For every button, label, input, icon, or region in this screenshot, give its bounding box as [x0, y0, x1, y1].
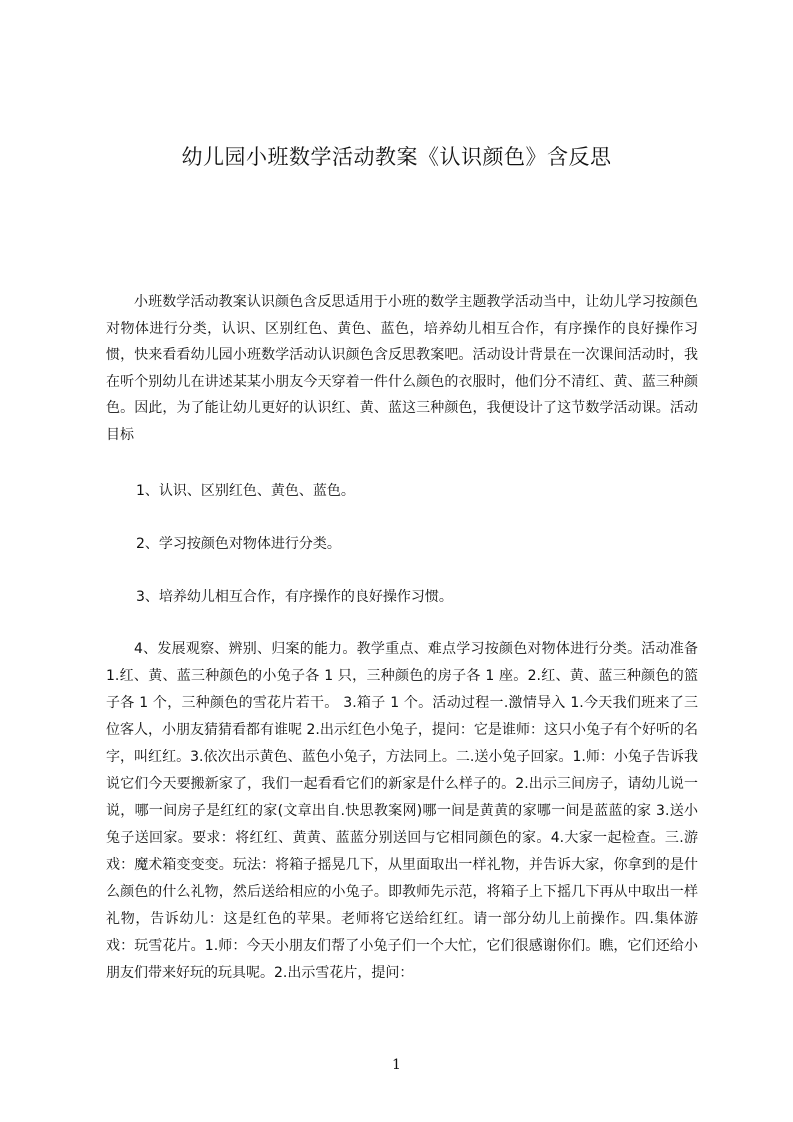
body-paragraph: 4、发展观察、辨别、归案的能力。教学重点、难点学习按颜色对物体进行分类。活动准备 1.红、黄、蓝三种颜色的小兔子各 1 只，三种颜色的房子各 1 座。2.红、黄、蓝三种颜色的篮子各 1 个，三种颜色的雪花片若干。 3.箱子 1 个。活动过程一.激情导入 1.今天我们班来了三位客人，小朋友猜猜看都有谁呢 2.出示红色小兔子，提问：它是谁师：这只小兔子有个好听的名字，叫红红。3.依次出示黄色、蓝色小兔子，方法同上。二.送小兔子回家。1.师：小兔子告诉我说它们今天要搬新家了，我们一起看看它们的新家是什么样子的。2.出示三间房子，请幼儿说一说，哪一间房子是红红的家(文章出自.快思教案网)哪一间是黄黄的家哪一间是蓝蓝的家 3.送小兔子送回家。要求：将红红、黄黄、蓝蓝分别送回与它相同颜色的家。4.大家一起检查。三.游戏：魔术箱变变变。玩法：将箱子摇晃几下，从里面取出一样礼物，并告诉大家，你拿到的是什么颜色的什么礼物，然后送给相应的小兔子。即教师先示范，将箱子上下摇几下再从中取出一样礼物，告诉幼儿：这是红色的苹果。老师将它送给红红。请一部分幼儿上前操作。四.集体游戏：玩雪花片。1.师：今天小朋友们帮了小兔子们一个大忙，它们很感谢你们。瞧，它们还给小朋友们带来好玩的玩具呢。2.出示雪花片，提问：	[106, 641, 698, 981]
intro-paragraph: 小班数学活动教案认识颜色含反思适用于小班的数学主题教学活动当中，让幼儿学习按颜色对物体进行分类，认识、区别红色、黄色、蓝色，培养幼儿相互合作，有序操作的良好操作习惯，快来看看幼儿园小班数学活动认识颜色含反思教案吧。活动设计背景在一次课间活动时，我在听个别幼儿在讲述某某小朋友今天穿着一件什么颜色的衣服时，他们分不清红、黄、蓝三种颜色。因此，为了能让幼儿更好的认识红、黄、蓝这三种颜色，我便设计了这节数学活动课。活动目标	[106, 294, 698, 443]
page-number: 1	[392, 1057, 401, 1073]
page-title: 幼儿园小班数学活动教案《认识颜色》含反思	[181, 145, 612, 169]
goal-item-1: 1、认识、区别红色、黄色、蓝色。	[136, 483, 355, 499]
goal-item-3: 3、培养幼儿相互合作，有序操作的良好操作习惯。	[136, 589, 453, 605]
goal-item-2: 2、学习按颜色对物体进行分类。	[136, 536, 341, 552]
